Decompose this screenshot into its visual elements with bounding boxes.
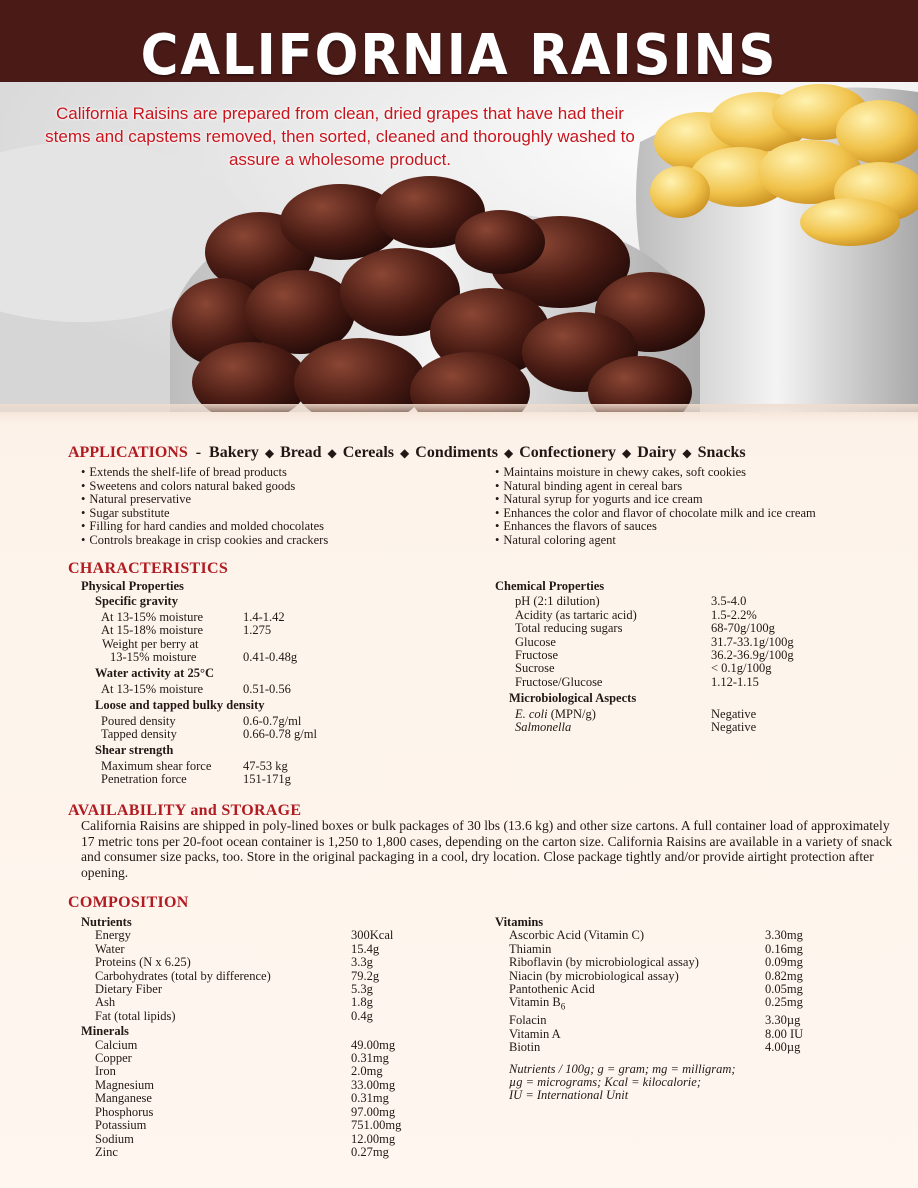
bulky-density-title: Loose and tapped bulky density xyxy=(95,698,265,713)
property-label: Penetration force xyxy=(101,772,187,787)
list-item: • Natural binding agent in cereal bars xyxy=(495,480,816,494)
list-item: • Enhances the flavors of sauces xyxy=(495,520,816,534)
mineral-value: 2.0mg xyxy=(351,1064,383,1079)
vitamin-label: Biotin xyxy=(509,1040,541,1055)
ecoli-unit: (MPN/g) xyxy=(550,706,596,721)
availability-heading: AVAILABILITY and STORAGE xyxy=(68,802,302,819)
mineral-value: 33.00mg xyxy=(351,1077,396,1092)
mineral-label: Calcium xyxy=(95,1037,138,1052)
property-label: Fructose/Glucose xyxy=(515,674,603,689)
nutrient-value: 15.4g xyxy=(351,941,380,956)
mineral-label: Magnesium xyxy=(95,1077,155,1092)
vitamin-label: Riboflavin (by microbiological assay) xyxy=(509,955,699,970)
property-label: pH (2:1 dilution) xyxy=(515,594,600,609)
list-item: • Controls breakage in crisp cookies and crackers xyxy=(81,534,328,548)
property-value: 1.275 xyxy=(243,623,272,638)
property-value: 0.6-0.7g/ml xyxy=(243,713,302,728)
nutrient-label: Dietary Fiber xyxy=(95,982,162,997)
physical-properties xyxy=(81,580,481,787)
nutrient-label: Carbohydrates (total by difference) xyxy=(95,968,271,983)
property-label: Fructose xyxy=(515,648,559,663)
water-activity-title: Water activity at 25°C xyxy=(95,666,214,681)
composition-heading: COMPOSITION xyxy=(68,894,189,911)
nutrient-label: Ash xyxy=(95,995,116,1010)
nutrients-table xyxy=(81,916,441,1159)
vitamin-label: Vitamin A xyxy=(509,1026,561,1041)
app-category: Condiments xyxy=(415,444,498,461)
nutrient-label: Fat (total lipids) xyxy=(95,1008,176,1023)
units-note-line: IU = International Unit xyxy=(509,1088,629,1103)
vitamin-label xyxy=(495,996,765,1014)
applications-dash: - xyxy=(195,444,202,461)
mineral-value: 751.00mg xyxy=(351,1118,402,1133)
property-label: Tapped density xyxy=(101,727,177,742)
characteristics-heading: CHARACTERISTICS xyxy=(68,560,229,577)
list-item: • Filling for hard candies and molded chocolates xyxy=(81,520,328,534)
vitamin-value: 0.82mg xyxy=(765,968,803,983)
mineral-label: Copper xyxy=(95,1051,132,1066)
vitamin-value: 0.09mg xyxy=(765,955,803,970)
property-value: 0.51-0.56 xyxy=(243,681,291,696)
list-item: • Sugar substitute xyxy=(81,507,328,521)
availability-text: California Raisins are shipped in poly-lined boxes or bulk packages of 30 lbs (13.6 kg) and other size cartons. A full container load of approximately 17 metric tons per 20-foot ocean container is 1,250 to 1,800 cases, depending on the carton size. California Raisins are available in a variety of snack and consumer size packs, too. Store in the original packaging in a cool, dry location. Close package tightly and/or provide airtight protection after opening. xyxy=(81,818,893,880)
property-value: 3.5-4.0 xyxy=(711,594,747,609)
applications-heading-line xyxy=(68,444,746,462)
nutrient-value: 3.3g xyxy=(351,955,373,970)
units-note-line: µg = micrograms; Kcal = kilocalorie; xyxy=(509,1074,701,1089)
nutrient-value: 300Kcal xyxy=(351,928,394,943)
app-category: Bakery xyxy=(209,444,259,461)
nutrient-value: 5.3g xyxy=(351,982,373,997)
nutrient-label: Proteins (N x 6.25) xyxy=(95,955,191,970)
applications-list-left xyxy=(81,466,328,547)
diamond-icon: ◆ xyxy=(682,446,692,460)
property-label: At 13-15% moisture xyxy=(101,609,204,624)
property-value: < 0.1g/100g xyxy=(711,661,772,676)
property-value: 0.41-0.48g xyxy=(243,650,298,665)
vitamin-value: 0.05mg xyxy=(765,982,803,997)
list-item: • Enhances the color and flavor of chocolate milk and ice cream xyxy=(495,507,816,521)
app-category: Cereals xyxy=(342,444,395,461)
vitamins-table xyxy=(495,916,875,1103)
property-value: Negative xyxy=(711,706,757,721)
property-value: 68-70g/100g xyxy=(711,621,775,636)
diamond-icon: ◆ xyxy=(264,446,275,460)
vitamin-label: Ascorbic Acid (Vitamin C) xyxy=(509,928,644,943)
diamond-icon: ◆ xyxy=(503,446,514,460)
vitamin-value: 3.30µg xyxy=(765,1013,801,1028)
list-item: • Extends the shelf-life of bread products xyxy=(81,466,328,480)
nutrient-label: Energy xyxy=(95,928,131,943)
mineral-value: 97.00mg xyxy=(351,1104,396,1119)
property-label: Acidity (as tartaric acid) xyxy=(515,607,637,622)
property-value: 47-53 kg xyxy=(243,758,288,773)
vitamin-label: Niacin (by microbiological assay) xyxy=(509,968,679,983)
property-label: Glucose xyxy=(515,634,556,649)
ecoli-label: E. coli xyxy=(515,706,548,721)
mineral-label: Sodium xyxy=(95,1131,134,1146)
mineral-label: Manganese xyxy=(95,1091,152,1106)
nutrients-title: Nutrients xyxy=(81,915,132,929)
property-value: 1.5-2.2% xyxy=(711,607,757,622)
property-value: 31.7-33.1g/100g xyxy=(711,634,794,649)
vitamins-title: Vitamins xyxy=(495,915,544,929)
nutrient-label: Water xyxy=(95,941,125,956)
page-title: CALIFORNIA RAISINS xyxy=(140,23,778,88)
diamond-icon: ◆ xyxy=(327,446,337,460)
app-category: Dairy xyxy=(637,444,677,461)
property-value: 1.4-1.42 xyxy=(243,609,285,624)
app-category: Snacks xyxy=(697,444,746,461)
chemical-properties xyxy=(495,580,875,734)
units-note xyxy=(495,1063,875,1103)
mineral-value: 0.31mg xyxy=(351,1091,389,1106)
diamond-icon: ◆ xyxy=(622,446,632,460)
mineral-value: 49.00mg xyxy=(351,1037,396,1052)
vitamin-label: Folacin xyxy=(509,1013,547,1028)
list-item: • Natural preservative xyxy=(81,493,328,507)
units-note-line: Nutrients / 100g; g = gram; mg = milligram; xyxy=(509,1061,736,1076)
mineral-value: 0.31mg xyxy=(351,1051,389,1066)
property-value: 1.12-1.15 xyxy=(711,674,759,689)
mineral-label: Potassium xyxy=(95,1118,147,1133)
property-label: Salmonella xyxy=(515,720,572,735)
applications-heading: APPLICATIONS xyxy=(68,444,188,461)
vitamin-value: 3.30mg xyxy=(765,928,803,943)
list-item: • Natural coloring agent xyxy=(495,534,816,548)
property-label: Sucrose xyxy=(515,661,555,676)
list-item: • Natural syrup for yogurts and ice cream xyxy=(495,493,816,507)
intro-text: California Raisins are prepared from clean, dried grapes that have had their stems and capstems removed, then sorted, cleaned and thoroughly washed to assure a wholesome product. xyxy=(45,104,635,169)
vitamin-label: Pantothenic Acid xyxy=(509,982,595,997)
property-label xyxy=(495,708,711,721)
mineral-label: Iron xyxy=(95,1064,116,1079)
vitamin-b6-subscript: 6 xyxy=(560,1001,566,1012)
minerals-title: Minerals xyxy=(81,1024,129,1039)
property-label: Poured density xyxy=(101,713,176,728)
microbiological-title: Microbiological Aspects xyxy=(509,691,637,706)
vitamin-value: 0.16mg xyxy=(765,941,803,956)
property-label: Total reducing sugars xyxy=(515,621,623,636)
diamond-icon: ◆ xyxy=(400,446,410,460)
property-label: Weight per berry at xyxy=(102,636,199,651)
property-label: At 15-18% moisture xyxy=(101,623,204,638)
property-label: At 13-15% moisture xyxy=(101,681,204,696)
vitamin-value: 4.00µg xyxy=(765,1040,801,1055)
list-item: • Sweetens and colors natural baked goods xyxy=(81,480,328,494)
mineral-label: Phosphorus xyxy=(95,1104,154,1119)
property-value: 0.66-0.78 g/ml xyxy=(243,727,317,742)
nutrient-value: 0.4g xyxy=(351,1008,373,1023)
vitamin-label: Thiamin xyxy=(509,941,552,956)
mineral-label: Zinc xyxy=(95,1144,118,1159)
shear-strength-title: Shear strength xyxy=(95,743,174,758)
nutrient-value: 1.8g xyxy=(351,995,373,1010)
hero-fade xyxy=(0,404,918,424)
property-label: 13-15% moisture xyxy=(110,650,197,665)
chemical-properties-title: Chemical Properties xyxy=(495,579,605,593)
nutrient-value: 79.2g xyxy=(351,968,380,983)
mineral-value: 12.00mg xyxy=(351,1131,396,1146)
app-category: Confectionery xyxy=(519,444,617,461)
vitamin-b6-label: Vitamin B xyxy=(509,995,561,1010)
property-value: Negative xyxy=(711,720,757,735)
physical-properties-title: Physical Properties xyxy=(81,579,184,593)
property-value: 36.2-36.9g/100g xyxy=(711,648,794,663)
property-label: Maximum shear force xyxy=(101,758,212,773)
property-value: 151-171g xyxy=(243,772,291,787)
mineral-value: 0.27mg xyxy=(351,1144,389,1159)
vitamin-value: 0.25mg xyxy=(765,995,803,1010)
list-item: • Maintains moisture in chewy cakes, soft cookies xyxy=(495,466,816,480)
applications-list-right xyxy=(495,466,816,547)
app-category: Bread xyxy=(280,444,322,461)
vitamin-value: 8.00 IU xyxy=(765,1026,804,1041)
specific-gravity-title: Specific gravity xyxy=(95,594,178,609)
